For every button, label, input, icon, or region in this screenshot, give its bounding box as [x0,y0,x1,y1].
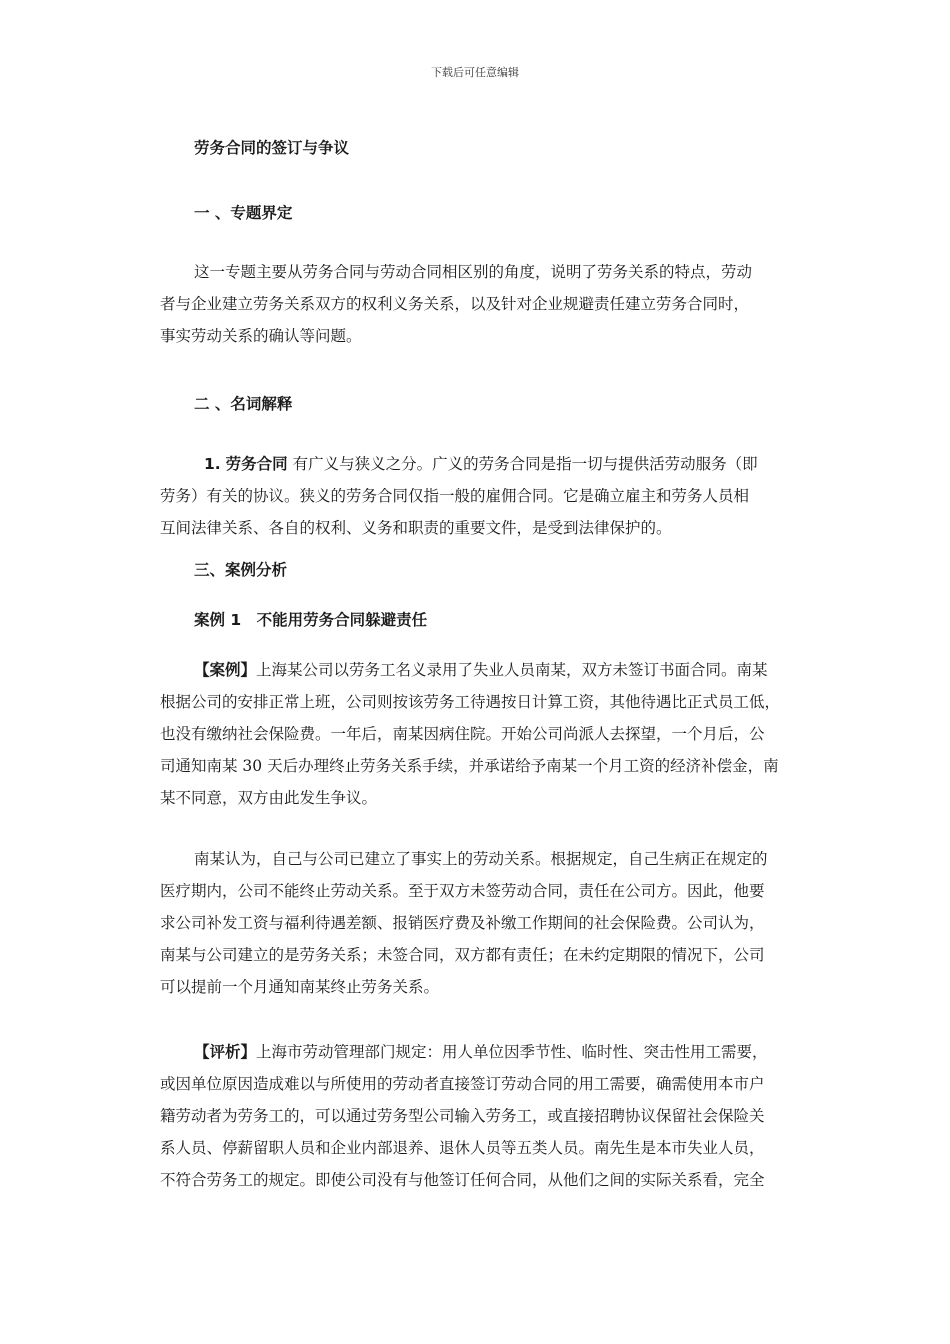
section2-heading: 二 、名词解释 [194,395,293,413]
analysis-label: 【评析】 [194,1043,257,1061]
case-line: 根据公司的安排正常上班，公司则按该劳务工待遇按日计算工资，其他待遇比正式员工低， [160,693,781,711]
dispute-paragraph [160,843,820,1003]
case-title: 案例 1 不能用劳务合同躲避责任 [194,611,428,629]
section1-line: 者与企业建立劳务关系双方的权利义务关系，以及针对企业规避责任建立劳务合同时， [160,295,750,313]
case-paragraph [160,654,820,814]
term-label: 劳务合同 [225,455,288,473]
section2-line: 互间法律关系、各自的权利、义务和职责的重要文件，是受到法律保护的。 [160,519,672,537]
dispute-line: 医疗期内，公司不能终止劳动关系。至于双方未签劳动合同，责任在公司方。因此，他要 [160,882,765,900]
dispute-line: 可以提前一个月通知南某终止劳务关系。 [160,978,440,996]
section2-paragraph [160,448,820,544]
case-line: 司通知南某 30 天后办理终止劳务关系手续，并承诺给予南某一个月工资的经济补偿金，南 [160,757,779,775]
section2-line: 有广义与狭义之分。广义的劳务合同是指一切与提供活劳动服务（即 [287,455,758,473]
term-number: 1. [204,455,221,473]
case-line: 某不同意，双方由此发生争议。 [160,789,378,807]
analysis-line: 籍劳动者为劳务工的，可以通过劳务型公司输入劳务工，或直接招聘协议保留社会保险关 [160,1107,765,1125]
page-header: 下载后可任意编辑 [431,66,519,79]
case-line: 也没有缴纳社会保险费。一年后，南某因病住院。开始公司尚派人去探望，一个月后，公 [160,725,765,743]
document-title: 劳务合同的签订与争议 [194,139,350,157]
dispute-line: 南某认为，自己与公司已建立了事实上的劳动关系。根据规定，自己生病正在规定的 [194,850,768,868]
analysis-line: 上海市劳动管理部门规定：用人单位因季节性、临时性、突击性用工需要， [256,1043,768,1061]
analysis-line: 系人员、停薪留职人员和企业内部退养、退休人员等五类人员。南先生是本市失业人员， [160,1139,765,1157]
analysis-line: 不符合劳务工的规定。即使公司没有与他签订任何合同，从他们之间的实际关系看，完全 [160,1171,765,1189]
dispute-line: 求公司补发工资与福利待遇差额、报销医疗费及补缴工作期间的社会保险费。公司认为， [160,914,765,932]
analysis-line: 或因单位原因造成难以与所使用的劳动者直接签订劳动合同的用工需要，确需使用本市户 [160,1075,765,1093]
section3-heading: 三、案例分析 [194,561,288,579]
section1-line: 事实劳动关系的确认等问题。 [160,327,362,345]
section2-line: 劳务）有关的协议。狭义的劳务合同仅指一般的雇佣合同。它是确立雇主和劳务人员相 [160,487,750,505]
section1-heading: 一 、专题界定 [194,204,293,222]
case-label: 【案例】 [194,661,257,679]
analysis-paragraph [160,1036,820,1196]
section1-paragraph [160,256,820,352]
case-line: 上海某公司以劳务工名义录用了失业人员南某，双方未签订书面合同。南某 [256,661,768,679]
section1-line: 这一专题主要从劳务合同与劳动合同相区别的角度，说明了劳务关系的特点，劳动 [194,263,753,281]
dispute-line: 南某与公司建立的是劳务关系；未签合同，双方都有责任；在未约定期限的情况下，公司 [160,946,765,964]
